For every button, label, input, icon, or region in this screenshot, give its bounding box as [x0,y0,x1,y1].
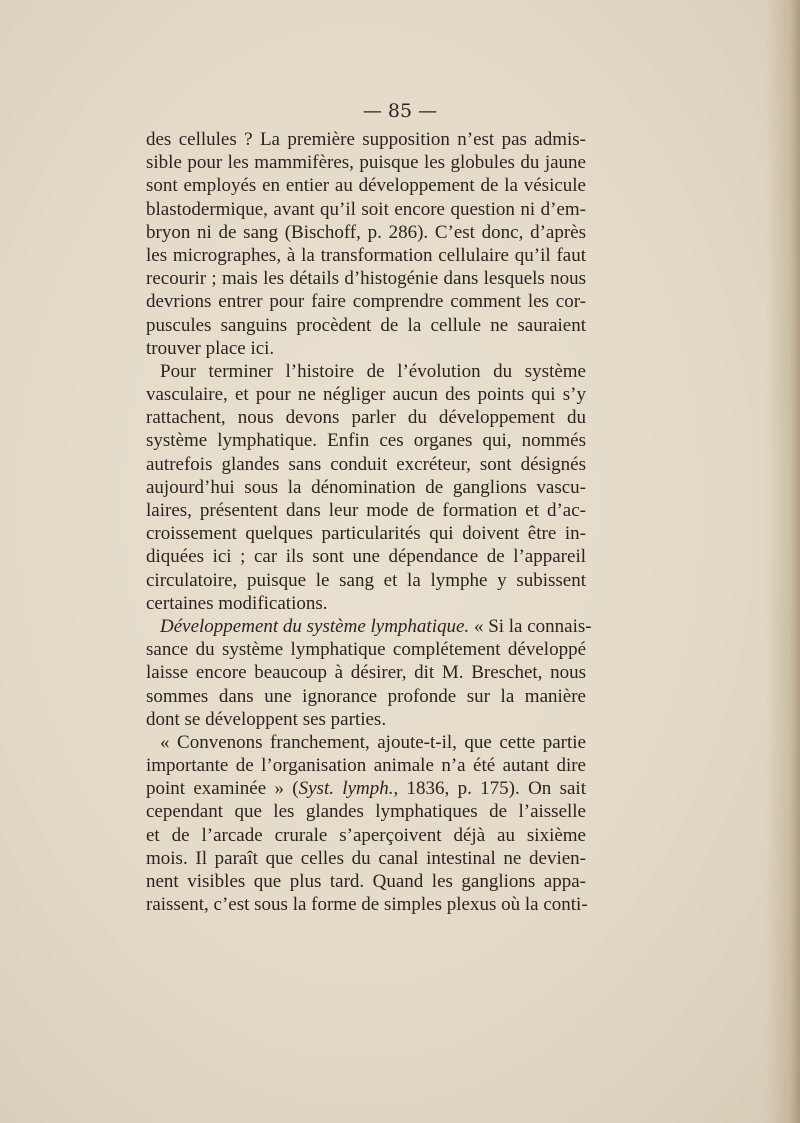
text-line [146,383,586,406]
text-line-content: devrions entrer pour faire comprendre comment les cor- [146,291,586,313]
text-line [146,545,586,568]
text-line [146,128,586,151]
text-line [146,847,586,870]
text-line-content: raissent, c’est sous la forme de simples plexus où la conti- [146,894,588,916]
text-line-content: recourir ; mais les détails d’histogénie dans lesquels nous [146,268,586,290]
text-line-content: diquées ici ; car ils sont une dépendance de l’appareil [146,546,586,568]
text-line-content: dont se développent ses parties. [146,708,387,730]
text-line [146,221,586,244]
text-line-content: « Si la connais- [469,615,592,637]
text-line [146,290,586,313]
text-line-content: laisse encore beaucoup à désirer, dit M. Breschet, nous [146,662,586,684]
text-line-content: Pour terminer l’histoire de l’évolution du système [160,360,586,382]
text-line [146,453,586,476]
text-line [146,731,586,754]
text-line-content: croissement quelques particularités qui doivent être in- [146,523,586,545]
text-line [146,708,586,731]
text-line [146,476,586,499]
body-text [146,128,592,916]
text-line-content: bryon ni de sang (Bischoff, p. 286). C’est donc, d’après [146,221,586,243]
text-line [146,337,586,360]
text-line [146,777,586,800]
text-line-content: système lymphatique. Enfin ces organes qui, nommés [146,430,586,452]
text-line [146,522,586,545]
text-line-content: , 1836, p. 175). On sait [393,778,586,800]
text-line [146,174,586,197]
text-line-content: certaines modifications. [146,592,328,614]
text-line-content: rattachent, nous devons parler du développement du [146,407,586,429]
text-line-content: mois. Il paraît que celles du canal intestinal ne devien- [146,847,586,869]
text-line-content: des cellules ? La première supposition n’est pas admis- [146,129,586,150]
text-line [146,685,586,708]
text-line-content: circulatoire, puisque le sang et la lymphe y subissent [146,569,586,591]
text-line-prefix: point examinée » ( [146,778,299,800]
text-line [146,198,586,221]
text-line [146,661,586,684]
text-line-content: cependant que les glandes lymphatiques de l’aisselle [146,801,586,823]
text-line-content: sible pour les mammifères, puisque les globules du jaune [146,152,586,174]
text-line-content: laires, présentent dans leur mode de formation et d’ac- [146,500,586,521]
text-line-content: puscules sanguins procèdent de la cellule ne sauraient [146,314,586,336]
text-line-content: et de l’arcade crurale s’aperçoivent déjà au sixième [146,824,586,846]
text-line [146,244,586,267]
text-line-content: sommes dans une ignorance profonde sur la manière [146,685,586,707]
text-line-content: les micrographes, à la transformation cellulaire qu’il faut [146,244,586,266]
text-line [146,151,586,174]
text-line-content: importante de l’organisation animale n’a été autant dire [146,755,586,777]
text-line [146,754,586,777]
text-line [146,870,586,893]
italic-text: Développement du système lymphatique. [160,615,470,637]
text-line-content: vasculaire, et pour ne négliger aucun des points qui s’y [146,384,586,406]
text-line [146,638,586,661]
text-line [146,800,586,823]
text-line [146,406,586,429]
text-line [146,429,586,452]
text-line-content: sance du système lymphatique complétement développé [146,639,586,661]
text-line-content: sont employés en entier au développement de la vésicule [146,175,586,197]
text-line-content: « Convenons franchement, ajoute-t-il, que cette partie [160,731,586,753]
page-edge-shadow [766,0,800,1123]
text-line-content: aujourd’hui sous la dénomination de ganglions vascu- [146,476,586,498]
text-line [146,499,586,522]
text-line-content: blastodermique, avant qu’il soit encore question ni d’em- [146,198,586,220]
text-line-content: autrefois glandes sans conduit excréteur, sont désignés [146,453,586,475]
page-number: — 85 — [362,100,438,122]
text-line-content: trouver place ici. [146,337,275,359]
text-line [146,267,586,290]
text-line [146,893,586,916]
text-line [146,569,586,592]
text-line [146,615,592,638]
text-line [146,592,586,615]
text-line [146,824,586,847]
italic-text: Syst. lymph. [298,778,394,800]
text-line-content: nent visibles que plus tard. Quand les ganglions appa- [146,871,586,892]
text-line [146,314,586,337]
text-line [146,360,586,383]
